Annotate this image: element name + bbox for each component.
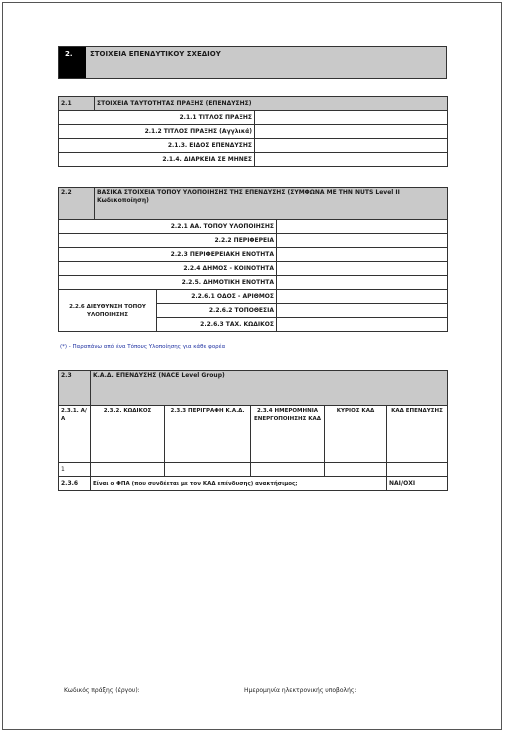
field-label: 2.2.4 ΔΗΜΟΣ - ΚΟΙΝΟΤΗΤΑ bbox=[59, 262, 277, 276]
street-input[interactable] bbox=[277, 290, 448, 304]
duration-input[interactable] bbox=[255, 153, 448, 167]
column-header: 2.3.3 ΠΕΡΙΓΡΑΦΗ Κ.Α.Δ. bbox=[165, 406, 251, 463]
submission-date-label: Ημερομηνία ηλεκτρονικής υποβολής: bbox=[244, 687, 357, 694]
field-label: 2.1.3. ΕΙΔΟΣ ΕΠΕΝΔΥΣΗΣ bbox=[59, 139, 255, 153]
regional-unit-input[interactable] bbox=[277, 248, 448, 262]
address-label: 2.2.6 ΔΙΕΥΘΥΝΣΗ ΤΟΠΟΥ ΥΛΟΠΟΙΗΣΗΣ bbox=[59, 290, 157, 332]
postal-code-input[interactable] bbox=[277, 318, 448, 332]
kad-date-input[interactable] bbox=[251, 463, 325, 477]
column-header: 2.3.1. Α/Α bbox=[59, 406, 91, 463]
investment-type-input[interactable] bbox=[255, 139, 448, 153]
section-2-3-title: Κ.Α.Δ. ΕΠΕΝΔΥΣΗΣ (NACE Level Group) bbox=[91, 371, 448, 406]
section-2-2-number: 2.2 bbox=[59, 188, 95, 220]
row-index: 1 bbox=[59, 463, 91, 477]
section-2-1-title: ΣΤΟΙΧΕΙΑ ΤΑΥΤΟΤΗΤΑΣ ΠΡΑΞΗΣ (ΕΠΕΝΔΥΣΗΣ) bbox=[95, 97, 448, 111]
column-header: 2.3.4 ΗΜΕΡΟΜΗΝΙΑ ΕΝΕΡΓΟΠΟΙΗΣΗΣ ΚΑΔ bbox=[251, 406, 325, 463]
section-2-header bbox=[58, 46, 447, 79]
kad-description-input[interactable] bbox=[165, 463, 251, 477]
vat-question: Είναι ο ΦΠΑ (που συνδέεται με τον ΚΑΔ επένδυσης) ανακτήσιμος; bbox=[91, 477, 387, 491]
kad-code-input[interactable] bbox=[91, 463, 165, 477]
section-2-number: 2. bbox=[59, 47, 86, 78]
vat-answer[interactable]: ΝΑΙ/ΟΧΙ bbox=[387, 477, 448, 491]
section-2-3-number: 2.3 bbox=[59, 371, 91, 406]
field-label: 2.2.5. ΔΗΜΟΤΙΚΗ ΕΝΟΤΗΤΑ bbox=[59, 276, 277, 290]
vat-number: 2.3.6 bbox=[59, 477, 91, 491]
location-note: (*) - Παραπάνω από ένα Τόπους Υλοποίησης για κάθε φορέα bbox=[60, 344, 226, 350]
section-2-2-table bbox=[58, 187, 448, 332]
section-2-2-title: ΒΑΣΙΚΑ ΣΤΟΙΧΕΙΑ ΤΟΠΟΥ ΥΛΟΠΟΙΗΣΗΣ ΤΗΣ ΕΠΕΝΔΥΣΗΣ (ΣΥΜΦΩΝΑ ΜΕ ΤΗΝ NUTS Level II Κωδικοποίηση) bbox=[95, 188, 448, 220]
main-kad-input[interactable] bbox=[325, 463, 387, 477]
field-label: 2.2.6.2 ΤΟΠΟΘΕΣΙΑ bbox=[157, 304, 277, 318]
field-label: 2.2.2 ΠΕΡΙΦΕΡΕΙΑ bbox=[59, 234, 277, 248]
municipal-unit-input[interactable] bbox=[277, 276, 448, 290]
field-label: 2.2.6.3 ΤΑΧ. ΚΩΔΙΚΟΣ bbox=[157, 318, 277, 332]
field-label: 2.2.3 ΠΕΡΙΦΕΡΕΙΑΚΗ ΕΝΟΤΗΤΑ bbox=[59, 248, 277, 262]
municipality-input[interactable] bbox=[277, 262, 448, 276]
region-input[interactable] bbox=[277, 234, 448, 248]
field-label: 2.1.2 ΤΙΤΛΟΣ ΠΡΑΞΗΣ (Αγγλικά) bbox=[59, 125, 255, 139]
field-label: 2.2.6.1 ΟΔΟΣ - ΑΡΙΘΜΟΣ bbox=[157, 290, 277, 304]
location-aa-input[interactable] bbox=[277, 220, 448, 234]
investment-kad-input[interactable] bbox=[387, 463, 448, 477]
section-2-title: ΣΤΟΙΧΕΙΑ ΕΠΕΝΔΥΤΙΚΟΥ ΣΧΕΔΙΟΥ bbox=[86, 47, 446, 78]
section-2-1-table bbox=[58, 96, 448, 167]
title-input[interactable] bbox=[255, 111, 448, 125]
section-2-1-number: 2.1 bbox=[59, 97, 95, 111]
locality-input[interactable] bbox=[277, 304, 448, 318]
title-english-input[interactable] bbox=[255, 125, 448, 139]
section-2-3-table bbox=[58, 370, 448, 491]
field-label: 2.1.1 ΤΙΤΛΟΣ ΠΡΑΞΗΣ bbox=[59, 111, 255, 125]
field-label: 2.2.1 ΑΑ. ΤΟΠΟΥ ΥΛΟΠΟΙΗΣΗΣ bbox=[59, 220, 277, 234]
project-code-label: Κωδικός πράξης (έργου): bbox=[64, 687, 140, 694]
column-header: ΚΑΔ ΕΠΕΝΔΥΣΗΣ bbox=[387, 406, 448, 463]
column-header: 2.3.2. ΚΩΔΙΚΟΣ bbox=[91, 406, 165, 463]
field-label: 2.1.4. ΔΙΑΡΚΕΙΑ ΣΕ ΜΗΝΕΣ bbox=[59, 153, 255, 167]
column-header: ΚΥΡΙΟΣ ΚΑΔ bbox=[325, 406, 387, 463]
